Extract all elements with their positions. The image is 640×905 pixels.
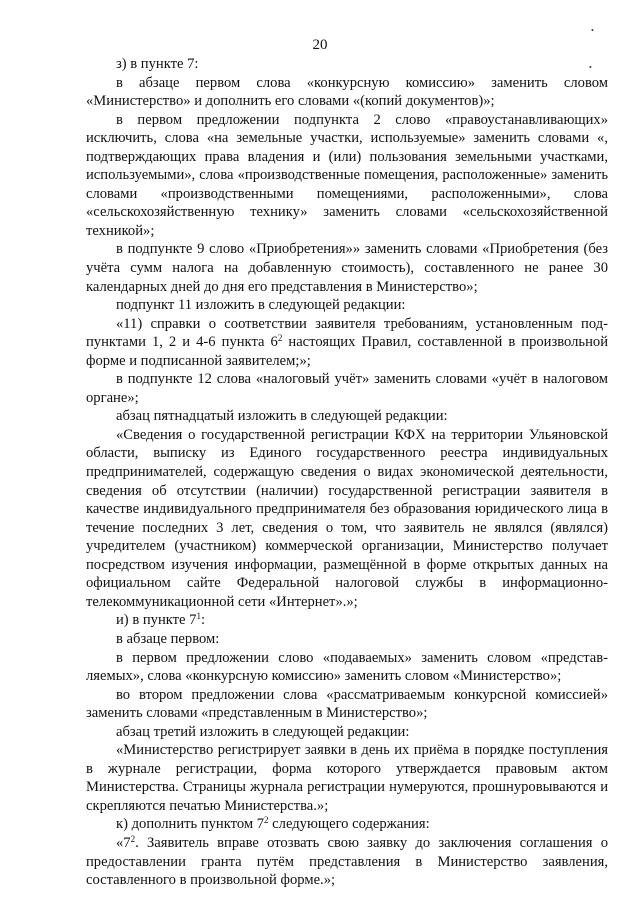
paragraph: з) в пункте 7: [116,56,199,72]
page-number: 20 [312,37,328,53]
paragraph: «Сведения о государственной регистрации КФХ на территории Ульяновской области, выписку из Единого государственного реестра индивидуальных предпринимателей, содержащую сведения о видах экономической деятельности, сведения об отсутствии (наличии) государственной регистрации заявителя в качестве индивидуального предпринимателя без образования юридического лица в течение последних 3 лет, сведения о том, что заявитель не являлся (являлся) учредителем (участником) коммерческой организации, Министерство получает посредством изучения информации, размещённой в форме открытых данных на официальном сайте Федеральной налоговой службы в информационно-телекоммуникационной сети «Интернет».»; [86,426,608,610]
paragraph: и) в пункте $7^1$: [116,611,206,629]
paragraph: «Министерство регистрирует заявки в день их приёма в порядке поступления в журнале регистрации, форма которого утверждается правовым актом Министерства. Страницы журнала регистрации нумеруются, прошнуровываются и скрепляются печатью Министерства.»; [86,742,608,814]
paragraph: «11) справки о соответствии заявителя требованиям, установленным подпунктами 1, 2 и 4-6 пункта $6^2$ настоящих Правил, составленной в произвольной форме и подписанной заявителем;»; [86,315,609,369]
superscript: 2 [277,333,283,344]
paragraph: к) дополнить пунктом $7^2$ следующего содержания: [116,815,430,833]
paragraph: во втором предложении слова «рассматриваемым конкурсной комиссией» заменить словами «представленным в Министерство»; [86,686,608,722]
paragraph: в подпункте 12 слова «налоговый учёт» заменить словами «учёт в налоговом органе»; [86,371,608,406]
paragraph: в абзаце первом: [116,630,220,647]
paragraph: в первом предложении слово «подаваемых» заменить словом «представляемых», слова «конкурсную комиссию» заменить словом «Министерство»; [86,649,608,685]
paragraph: абзац третий изложить в следующей редакции: [116,723,410,740]
paragraph: в абзаце первом слова «конкурсную комиссию» заменить словом «Министерство» и дополнить его словами «(копий документов)»; [86,74,608,110]
paragraph: подпункт 11 изложить в следующей редакции: [116,297,406,314]
paragraph: в подпункте 9 слово «Приобретения»» заменить словами «Приобретения (без учёта сумм налога на добавленную стоимость), составленного не ранее 30 календарных дней до дня его представления в Министерство»; [86,241,608,295]
superscript: 2 [130,833,136,844]
paragraph: абзац пятнадцатый изложить в следующей редакции: [116,408,448,425]
margin-mark: • [591,26,594,35]
document-body [86,55,608,890]
superscript: 1 [196,611,201,622]
paragraph: «$7^2$. Заявитель вправе отозвать свою заявку до заключения соглашения о предоставлении гранта путём представления в Министерство заявления, составленного в произвольной форме.»; [86,833,608,889]
paragraph: в первом предложении подпункта 2 слово «правоустанавливающих» исключить, слова «на земельные участки, используемые» заменить словами «, подтверждающих права владения и (или) пользования земельными участками, используемыми», слова «производственные помещения, расположенные» заменить словами «производственными помещениями, расположенными», слова «сельскохозяйственную технику» заменить словами «сельскохозяйственной техникой»; [86,111,608,239]
margin-mark: • [589,63,592,72]
superscript: 2 [264,815,269,826]
